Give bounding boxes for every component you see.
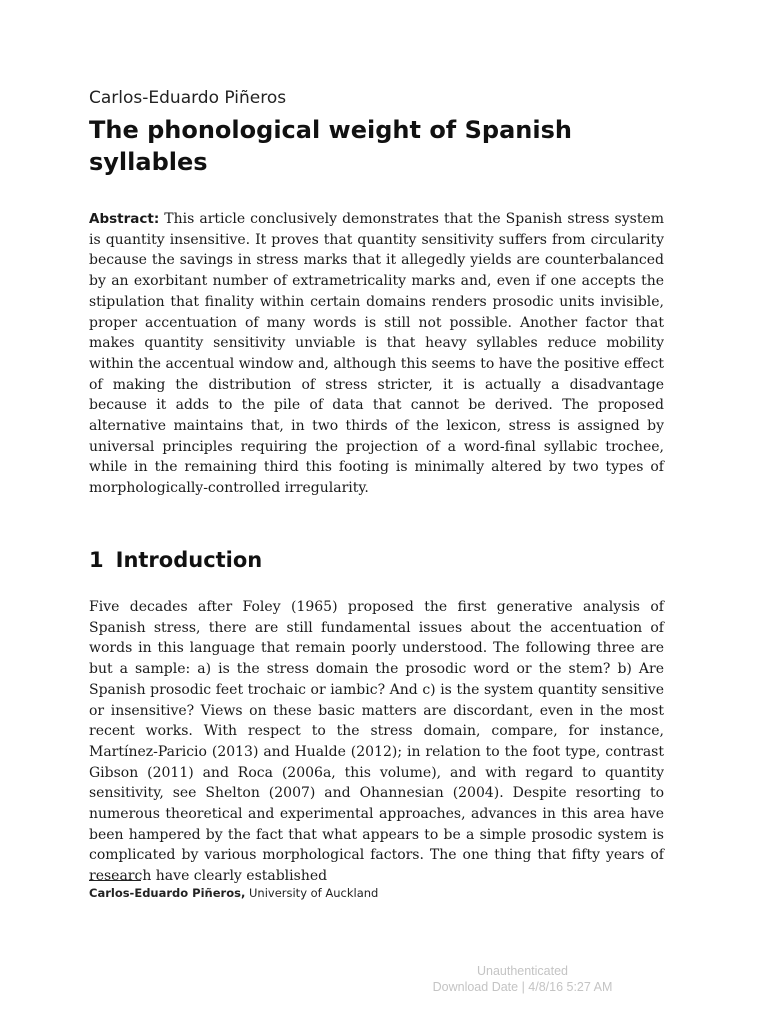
- footnote-author: Carlos-Eduardo Piñeros,: [89, 886, 246, 900]
- author-footnote: [89, 886, 378, 900]
- abstract: [89, 209, 664, 499]
- author-name: Carlos-Eduardo Piñeros: [89, 88, 287, 108]
- intro-paragraph: Five decades after Foley (1965) proposed the first generative analysis of Spanish stress, there are still fundamental issues about the accentuation of words in this language that remain poorly understood. The following three are but a sample: a) is the stress domain the prosodic word or the stem? b) Are Spanish prosodic feet trochaic or iambic? And c) is the system quantity sensitive or insensitive? Views on these basic matters are discordant, even in the most recent works. With respect to the stress domain, compare, for instance, Martínez-Paricio (2013) and Hualde (2012); in relation to the foot type, contrast Gibson (2011) and Roca (2006a, this volume), and with regard to quantity sensitivity, see Shelton (2007) and Ohannesian (2004). Despite resorting to numerous theoretical and experimental approaches, advances in this area have been hampered by the fact that what appears to be a simple prosodic system is complicated by various morphological factors. The one thing that fifty years of research have clearly established: [89, 599, 664, 885]
- paper-title: The phonological weight of Spanish syllables: [89, 116, 572, 176]
- section-title: Introduction: [115, 548, 263, 572]
- download-watermark: [410, 963, 635, 995]
- abstract-label: Abstract:: [89, 211, 160, 227]
- abstract-text: This article conclusively demonstrates that the Spanish stress system is quantity insensitive. It proves that quantity sensitivity suffers from circularity because the savings in stress marks that it allegedly yields are counterbalanced by an exorbitant number of extrametricality marks and, even if one accepts the stipulation that finality within certain domains renders prosodic units invisible, proper accentuation of many words is still not possible. Another factor that makes quantity sensitivity unviable is that heavy syllables reduce mobility within the accentual window and, although this seems to have the positive effect of making the distribution of stress stricter, it is actually a disadvantage because it adds to the pile of data that cannot be derived. The proposed alternative maintains that, in two thirds of the lexicon, stress is assigned by universal principles requiring the projection of a word-final syllabic trochee, while in the remaining third this footing is minimally altered by two types of morphologically-controlled irregularity.: [89, 211, 665, 497]
- footnote-affiliation: University of Auckland: [245, 886, 379, 900]
- watermark-line-2: Download Date | 4/8/16 5:27 AM: [432, 980, 613, 994]
- section-number: 1: [89, 548, 104, 572]
- footnote-rule: [89, 880, 141, 881]
- watermark-line-1: Unauthenticated: [476, 964, 569, 978]
- section-heading: [89, 548, 262, 572]
